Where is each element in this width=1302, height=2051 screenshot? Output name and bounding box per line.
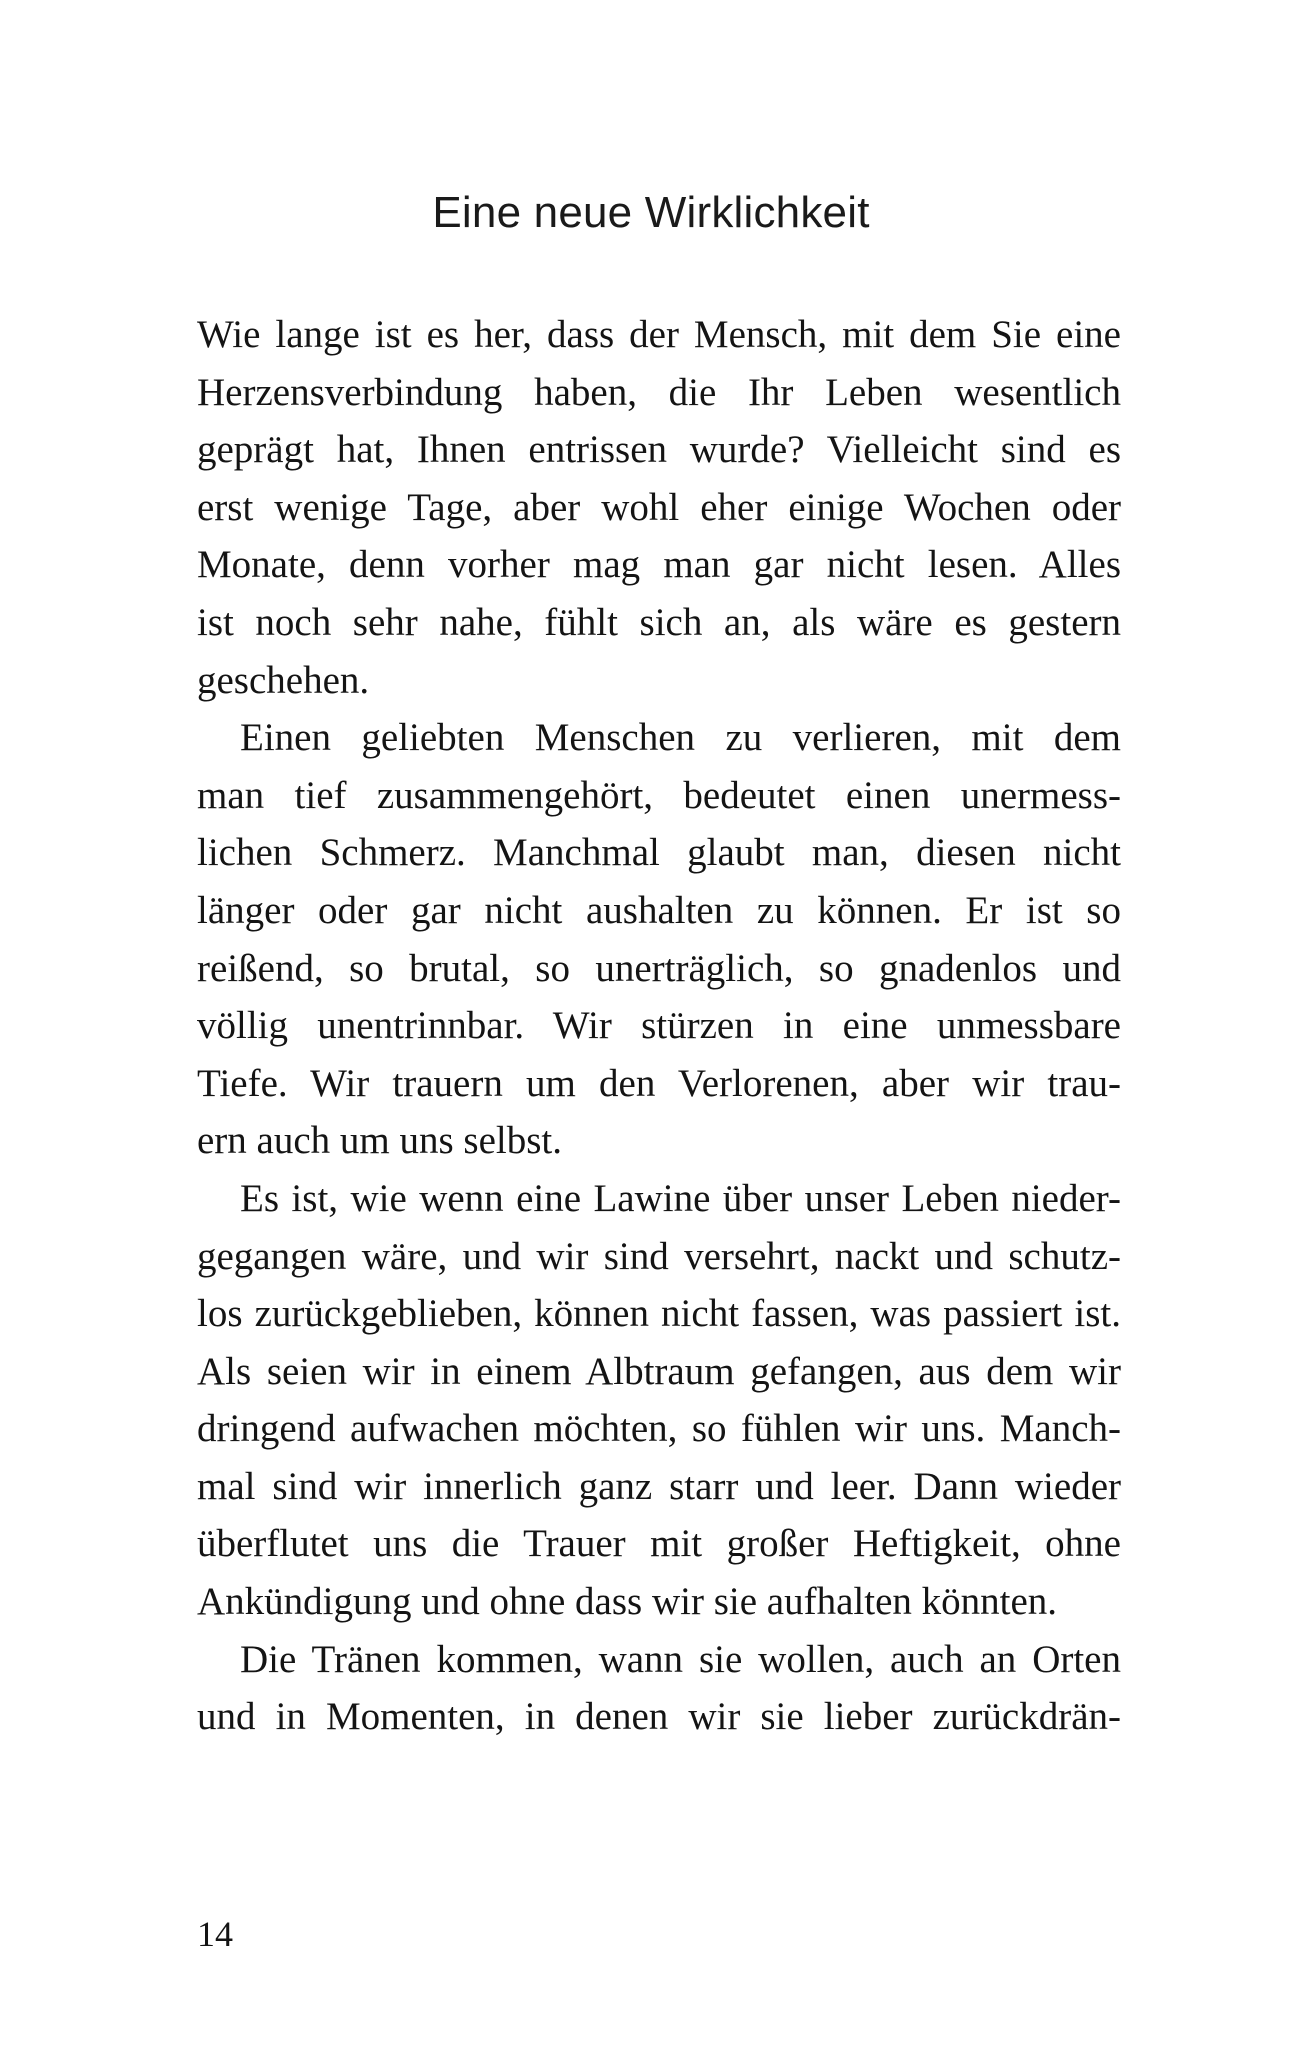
text-line: dringend aufwachen möchten, so fühlen wir uns. Manch-: [197, 1407, 1121, 1451]
page-number: 14: [197, 1914, 233, 1954]
text-line: Wie lange ist es her, dass der Mensch, mit dem Sie eine: [197, 313, 1121, 356]
text-line: Herzensverbindung haben, die Ihr Leben wesentlich: [197, 370, 1121, 414]
text-line: Als seien wir in einem Albtraum gefangen, aus dem wir: [197, 1349, 1121, 1393]
text-line: geschehen.: [197, 658, 370, 702]
text-line: Es ist, wie wenn eine Lawine über unser Leben nieder-: [240, 1176, 1121, 1220]
text-line: lichen Schmerz. Manchmal glaubt man, diesen nicht: [197, 831, 1121, 875]
text-line: Die Tränen kommen, wann sie wollen, auch an Orten: [240, 1637, 1121, 1681]
text-line: gegangen wäre, und wir sind versehrt, nackt und schutz-: [197, 1234, 1121, 1278]
text-line: länger oder gar nicht aushalten zu können. Er ist so: [197, 888, 1121, 932]
text-line: überflutet uns die Trauer mit großer Heftigkeit, ohne: [197, 1522, 1121, 1566]
text-line: geprägt hat, Ihnen entrissen wurde? Vielleicht sind es: [197, 428, 1121, 472]
text-line: erst wenige Tage, aber wohl eher einige Wochen oder: [197, 485, 1121, 529]
text-line: los zurückgeblieben, können nicht fassen, was passiert ist.: [197, 1292, 1121, 1336]
text-line: man tief zusammengehört, bedeutet einen unermess-: [197, 773, 1121, 817]
body-text: [197, 306, 1121, 1746]
text-line: und in Momenten, in denen wir sie lieber zurückdrän-: [197, 1695, 1121, 1739]
text-line: Einen geliebten Menschen zu verlieren, mit dem: [240, 716, 1121, 760]
text-line: ist noch sehr nahe, fühlt sich an, als wäre es gestern: [197, 600, 1121, 644]
text-line: völlig unentrinnbar. Wir stürzen in eine unmessbare: [197, 1004, 1121, 1048]
text-line: Ankündigung und ohne dass wir sie aufhalten könnten.: [197, 1580, 1058, 1624]
text-line: ern auch um uns selbst.: [197, 1119, 563, 1163]
text-line: Tiefe. Wir trauern um den Verlorenen, aber wir trau-: [197, 1061, 1121, 1105]
text-line: Monate, denn vorher mag man gar nicht lesen. Alles: [197, 543, 1121, 587]
text-line: mal sind wir innerlich ganz starr und leer. Dann wieder: [197, 1464, 1121, 1508]
text-line: reißend, so brutal, so unerträglich, so gnadenlos und: [197, 946, 1121, 990]
chapter-title: Eine neue Wirklichkeit: [432, 188, 870, 237]
